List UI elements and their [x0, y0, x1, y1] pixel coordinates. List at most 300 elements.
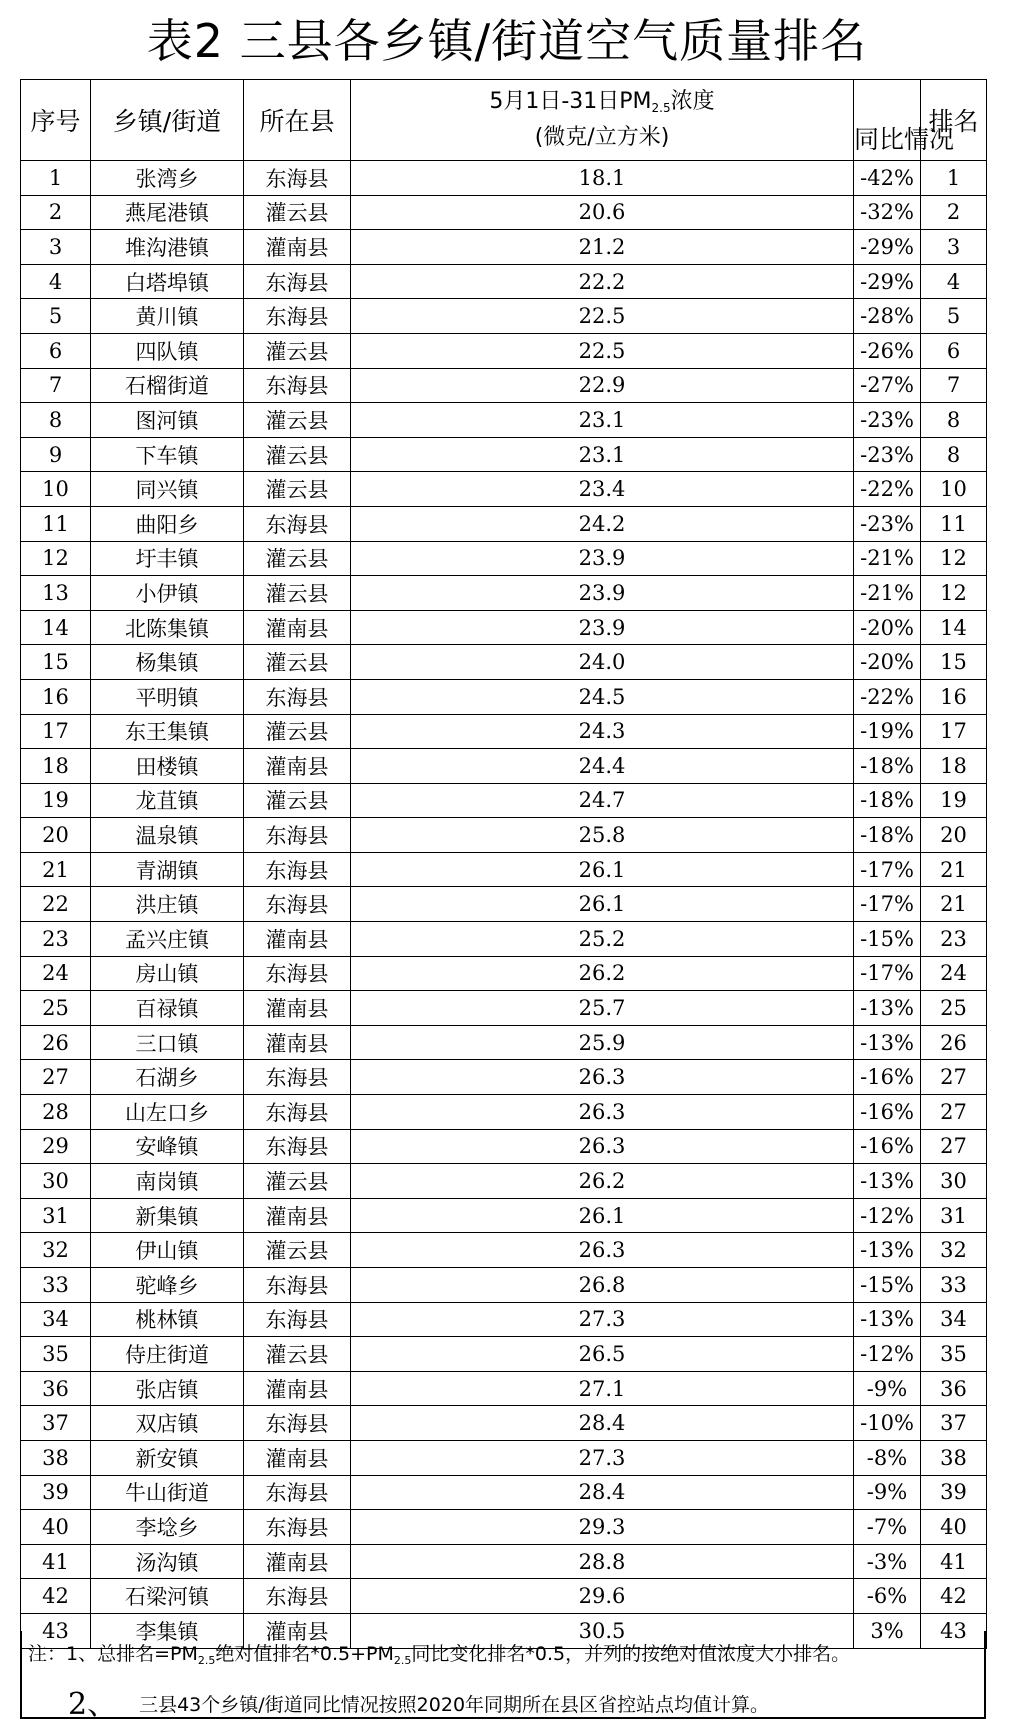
cell-yoy: -15%	[854, 922, 921, 957]
cell-pm25: 26.5	[351, 1337, 854, 1372]
cell-index: 24	[21, 956, 91, 991]
cell-yoy: -18%	[854, 818, 921, 853]
table-row	[21, 1060, 987, 1095]
cell-yoy: -18%	[854, 783, 921, 818]
cell-index: 41	[21, 1544, 91, 1579]
cell-index: 42	[21, 1579, 91, 1614]
cell-yoy: -7%	[854, 1510, 921, 1545]
cell-town: 李集镇	[91, 1613, 244, 1648]
cell-rank: 24	[921, 956, 987, 991]
cell-yoy: -16%	[854, 1060, 921, 1095]
cell-rank: 43	[921, 1613, 987, 1648]
cell-town: 汤沟镇	[91, 1544, 244, 1579]
cell-county: 灌云县	[244, 541, 351, 576]
cell-yoy: -17%	[854, 852, 921, 887]
cell-index: 6	[21, 333, 91, 368]
cell-index: 36	[21, 1371, 91, 1406]
cell-county: 东海县	[244, 1060, 351, 1095]
cell-index: 12	[21, 541, 91, 576]
header-row	[21, 80, 987, 161]
cell-index: 13	[21, 576, 91, 611]
table-row	[21, 1025, 987, 1060]
cell-yoy: -27%	[854, 368, 921, 403]
cell-rank: 32	[921, 1233, 987, 1268]
cell-county: 灌云县	[244, 195, 351, 230]
cell-rank: 12	[921, 541, 987, 576]
cell-town: 驼峰乡	[91, 1268, 244, 1303]
cell-county: 灌南县	[244, 1440, 351, 1475]
cell-pm25: 24.4	[351, 749, 854, 784]
cell-yoy: -13%	[854, 1233, 921, 1268]
cell-county: 灌南县	[244, 230, 351, 265]
cell-town: 龙苴镇	[91, 783, 244, 818]
cell-town: 石湖乡	[91, 1060, 244, 1095]
cell-pm25: 20.6	[351, 195, 854, 230]
cell-pm25: 25.2	[351, 922, 854, 957]
table-row	[21, 818, 987, 853]
cell-rank: 7	[921, 368, 987, 403]
cell-yoy: -20%	[854, 610, 921, 645]
cell-rank: 21	[921, 852, 987, 887]
cell-index: 7	[21, 368, 91, 403]
header-rank: 排名	[921, 80, 987, 161]
cell-town: 桃林镇	[91, 1302, 244, 1337]
table-row	[21, 472, 987, 507]
cell-index: 3	[21, 230, 91, 265]
cell-yoy: -19%	[854, 714, 921, 749]
cell-rank: 35	[921, 1337, 987, 1372]
cell-town: 东王集镇	[91, 714, 244, 749]
cell-county: 灌云县	[244, 403, 351, 438]
cell-town: 白塔埠镇	[91, 264, 244, 299]
cell-rank: 5	[921, 299, 987, 334]
cell-index: 15	[21, 645, 91, 680]
cell-rank: 36	[921, 1371, 987, 1406]
cell-pm25: 26.1	[351, 852, 854, 887]
cell-rank: 10	[921, 472, 987, 507]
cell-pm25: 28.4	[351, 1475, 854, 1510]
cell-county: 灌南县	[244, 991, 351, 1026]
cell-pm25: 26.3	[351, 1095, 854, 1130]
cell-county: 东海县	[244, 1268, 351, 1303]
cell-pm25: 28.4	[351, 1406, 854, 1441]
cell-pm25: 23.9	[351, 576, 854, 611]
cell-county: 东海县	[244, 264, 351, 299]
cell-county: 东海县	[244, 1406, 351, 1441]
cell-pm25: 24.0	[351, 645, 854, 680]
table-row	[21, 714, 987, 749]
cell-index: 9	[21, 437, 91, 472]
cell-rank: 16	[921, 679, 987, 714]
cell-index: 43	[21, 1613, 91, 1648]
cell-pm25: 22.5	[351, 299, 854, 334]
cell-rank: 3	[921, 230, 987, 265]
cell-index: 38	[21, 1440, 91, 1475]
header-index: 序号	[21, 80, 91, 161]
cell-yoy: -26%	[854, 333, 921, 368]
cell-index: 4	[21, 264, 91, 299]
cell-town: 孟兴庄镇	[91, 922, 244, 957]
cell-pm25: 29.6	[351, 1579, 854, 1614]
cell-index: 33	[21, 1268, 91, 1303]
cell-yoy: -23%	[854, 506, 921, 541]
cell-rank: 27	[921, 1095, 987, 1130]
table-row	[21, 1475, 987, 1510]
cell-rank: 2	[921, 195, 987, 230]
cell-town: 田楼镇	[91, 749, 244, 784]
table-row	[21, 1129, 987, 1164]
cell-pm25: 23.9	[351, 541, 854, 576]
cell-town: 杨集镇	[91, 645, 244, 680]
cell-county: 东海县	[244, 506, 351, 541]
cell-rank: 14	[921, 610, 987, 645]
cell-rank: 23	[921, 922, 987, 957]
cell-pm25: 27.3	[351, 1302, 854, 1337]
cell-county: 东海县	[244, 368, 351, 403]
cell-yoy: -29%	[854, 264, 921, 299]
cell-yoy: -13%	[854, 991, 921, 1026]
cell-yoy: -21%	[854, 576, 921, 611]
table-row	[21, 264, 987, 299]
table-row	[21, 1198, 987, 1233]
cell-rank: 1	[921, 161, 987, 196]
table-row	[21, 1510, 987, 1545]
cell-rank: 25	[921, 991, 987, 1026]
cell-county: 东海县	[244, 818, 351, 853]
cell-index: 17	[21, 714, 91, 749]
cell-pm25: 24.7	[351, 783, 854, 818]
cell-index: 8	[21, 403, 91, 438]
cell-rank: 12	[921, 576, 987, 611]
cell-pm25: 26.3	[351, 1129, 854, 1164]
cell-town: 牛山街道	[91, 1475, 244, 1510]
table-row	[21, 230, 987, 265]
cell-yoy: -13%	[854, 1302, 921, 1337]
cell-index: 23	[21, 922, 91, 957]
cell-yoy: -28%	[854, 299, 921, 334]
cell-town: 黄川镇	[91, 299, 244, 334]
cell-yoy: -6%	[854, 1579, 921, 1614]
cell-rank: 41	[921, 1544, 987, 1579]
cell-index: 31	[21, 1198, 91, 1233]
cell-rank: 19	[921, 783, 987, 818]
cell-index: 30	[21, 1164, 91, 1199]
cell-pm25: 25.7	[351, 991, 854, 1026]
cell-index: 14	[21, 610, 91, 645]
cell-pm25: 29.3	[351, 1510, 854, 1545]
cell-town: 安峰镇	[91, 1129, 244, 1164]
table-row	[21, 1371, 987, 1406]
cell-index: 18	[21, 749, 91, 784]
cell-yoy: -32%	[854, 195, 921, 230]
cell-county: 东海县	[244, 161, 351, 196]
table-row	[21, 1164, 987, 1199]
cell-pm25: 26.3	[351, 1060, 854, 1095]
cell-yoy: -23%	[854, 437, 921, 472]
table-row	[21, 1302, 987, 1337]
cell-county: 东海县	[244, 1095, 351, 1130]
cell-rank: 34	[921, 1302, 987, 1337]
cell-town: 新安镇	[91, 1440, 244, 1475]
table-row	[21, 506, 987, 541]
cell-town: 张店镇	[91, 1371, 244, 1406]
table-row	[21, 1233, 987, 1268]
cell-index: 26	[21, 1025, 91, 1060]
table-row	[21, 1095, 987, 1130]
cell-index: 28	[21, 1095, 91, 1130]
cell-rank: 39	[921, 1475, 987, 1510]
cell-pm25: 26.2	[351, 1164, 854, 1199]
cell-county: 东海县	[244, 1129, 351, 1164]
cell-county: 灌南县	[244, 1371, 351, 1406]
cell-rank: 6	[921, 333, 987, 368]
cell-pm25: 30.5	[351, 1613, 854, 1648]
cell-county: 灌云县	[244, 472, 351, 507]
cell-index: 16	[21, 679, 91, 714]
cell-yoy: -18%	[854, 749, 921, 784]
cell-index: 11	[21, 506, 91, 541]
cell-town: 山左口乡	[91, 1095, 244, 1130]
cell-yoy: -9%	[854, 1475, 921, 1510]
cell-county: 东海县	[244, 1302, 351, 1337]
table-row	[21, 783, 987, 818]
cell-town: 堆沟港镇	[91, 230, 244, 265]
cell-county: 灌云县	[244, 1337, 351, 1372]
cell-rank: 15	[921, 645, 987, 680]
table-row	[21, 679, 987, 714]
cell-town: 三口镇	[91, 1025, 244, 1060]
table-row	[21, 1544, 987, 1579]
cell-rank: 40	[921, 1510, 987, 1545]
table-row	[21, 991, 987, 1026]
cell-county: 东海县	[244, 887, 351, 922]
cell-yoy: -20%	[854, 645, 921, 680]
cell-index: 32	[21, 1233, 91, 1268]
table-row	[21, 610, 987, 645]
cell-town: 张湾乡	[91, 161, 244, 196]
cell-county: 灌云县	[244, 333, 351, 368]
table-row	[21, 1406, 987, 1441]
cell-index: 5	[21, 299, 91, 334]
cell-yoy: -3%	[854, 1544, 921, 1579]
cell-yoy: -15%	[854, 1268, 921, 1303]
cell-yoy: -8%	[854, 1440, 921, 1475]
cell-rank: 21	[921, 887, 987, 922]
cell-yoy: -13%	[854, 1164, 921, 1199]
cell-rank: 30	[921, 1164, 987, 1199]
cell-town: 李埝乡	[91, 1510, 244, 1545]
cell-pm25: 28.8	[351, 1544, 854, 1579]
cell-town: 平明镇	[91, 679, 244, 714]
cell-index: 35	[21, 1337, 91, 1372]
cell-town: 南岗镇	[91, 1164, 244, 1199]
cell-yoy: -23%	[854, 403, 921, 438]
cell-pm25: 22.5	[351, 333, 854, 368]
cell-county: 东海县	[244, 299, 351, 334]
cell-yoy: -16%	[854, 1095, 921, 1130]
cell-pm25: 18.1	[351, 161, 854, 196]
ranking-table	[20, 79, 987, 1649]
cell-yoy: -16%	[854, 1129, 921, 1164]
table-row	[21, 1337, 987, 1372]
cell-county: 灌南县	[244, 749, 351, 784]
cell-yoy: -21%	[854, 541, 921, 576]
cell-pm25: 22.2	[351, 264, 854, 299]
cell-rank: 18	[921, 749, 987, 784]
header-yoy: 同比情况	[854, 80, 921, 161]
table-row	[21, 887, 987, 922]
cell-pm25: 23.9	[351, 610, 854, 645]
cell-index: 22	[21, 887, 91, 922]
cell-county: 灌南县	[244, 610, 351, 645]
cell-town: 石梁河镇	[91, 1579, 244, 1614]
table-row	[21, 368, 987, 403]
cell-pm25: 22.9	[351, 368, 854, 403]
cell-town: 圩丰镇	[91, 541, 244, 576]
table-row	[21, 333, 987, 368]
cell-index: 27	[21, 1060, 91, 1095]
cell-pm25: 26.2	[351, 956, 854, 991]
cell-rank: 31	[921, 1198, 987, 1233]
table-row	[21, 922, 987, 957]
cell-county: 灌南县	[244, 1025, 351, 1060]
cell-rank: 4	[921, 264, 987, 299]
table-row	[21, 299, 987, 334]
cell-town: 石榴街道	[91, 368, 244, 403]
cell-county: 灌云县	[244, 1233, 351, 1268]
cell-index: 34	[21, 1302, 91, 1337]
cell-county: 灌云县	[244, 645, 351, 680]
cell-county: 东海县	[244, 852, 351, 887]
cell-yoy: -17%	[854, 887, 921, 922]
cell-index: 19	[21, 783, 91, 818]
cell-pm25: 25.8	[351, 818, 854, 853]
cell-pm25: 27.1	[351, 1371, 854, 1406]
cell-county: 灌南县	[244, 1198, 351, 1233]
notes-section	[20, 1631, 986, 1722]
cell-county: 东海县	[244, 1579, 351, 1614]
cell-yoy: -12%	[854, 1198, 921, 1233]
cell-yoy: -22%	[854, 472, 921, 507]
cell-pm25: 23.4	[351, 472, 854, 507]
cell-county: 灌云县	[244, 783, 351, 818]
header-conc-line1: 5月1日-31日$PM_{2.5}$浓度	[489, 89, 715, 115]
table-row	[21, 161, 987, 196]
cell-yoy: -29%	[854, 230, 921, 265]
cell-county: 东海县	[244, 679, 351, 714]
table-title: 表2 三县各乡镇/街道空气质量排名	[146, 14, 868, 68]
cell-rank: 33	[921, 1268, 987, 1303]
cell-town: 北陈集镇	[91, 610, 244, 645]
cell-county: 灌云县	[244, 714, 351, 749]
cell-pm25: 24.3	[351, 714, 854, 749]
cell-town: 小伊镇	[91, 576, 244, 611]
header-conc-line2: (微克/立方米)	[534, 125, 670, 150]
cell-rank: 42	[921, 1579, 987, 1614]
cell-pm25: 26.1	[351, 887, 854, 922]
cell-rank: 17	[921, 714, 987, 749]
table-row	[21, 852, 987, 887]
cell-index: 39	[21, 1475, 91, 1510]
cell-county: 灌南县	[244, 1613, 351, 1648]
cell-town: 燕尾港镇	[91, 195, 244, 230]
cell-index: 29	[21, 1129, 91, 1164]
table-row	[21, 1440, 987, 1475]
cell-county: 东海县	[244, 1475, 351, 1510]
cell-county: 灌云县	[244, 437, 351, 472]
cell-pm25: 26.8	[351, 1268, 854, 1303]
cell-town: 侍庄街道	[91, 1337, 244, 1372]
cell-yoy: -17%	[854, 956, 921, 991]
table-row	[21, 576, 987, 611]
table-row	[21, 1579, 987, 1614]
cell-yoy: -13%	[854, 1025, 921, 1060]
cell-town: 下车镇	[91, 437, 244, 472]
cell-yoy: -12%	[854, 1337, 921, 1372]
cell-yoy: -42%	[854, 161, 921, 196]
cell-county: 灌南县	[244, 922, 351, 957]
cell-pm25: 24.2	[351, 506, 854, 541]
cell-town: 青湖镇	[91, 852, 244, 887]
cell-county: 灌南县	[244, 1544, 351, 1579]
cell-pm25: 25.9	[351, 1025, 854, 1060]
cell-rank: 8	[921, 437, 987, 472]
cell-index: 20	[21, 818, 91, 853]
header-county: 所在县	[244, 80, 351, 161]
cell-index: 2	[21, 195, 91, 230]
table-row	[21, 541, 987, 576]
cell-town: 图河镇	[91, 403, 244, 438]
cell-county: 东海县	[244, 956, 351, 991]
header-concentration	[351, 80, 854, 161]
table-row	[21, 437, 987, 472]
cell-yoy: -22%	[854, 679, 921, 714]
cell-rank: 20	[921, 818, 987, 853]
cell-town: 房山镇	[91, 956, 244, 991]
cell-rank: 26	[921, 1025, 987, 1060]
cell-town: 曲阳乡	[91, 506, 244, 541]
cell-pm25: 26.3	[351, 1233, 854, 1268]
cell-rank: 37	[921, 1406, 987, 1441]
cell-yoy: -9%	[854, 1371, 921, 1406]
header-town: 乡镇/街道	[91, 80, 244, 161]
cell-pm25: 23.1	[351, 403, 854, 438]
cell-yoy: 3%	[854, 1613, 921, 1648]
table-row	[21, 645, 987, 680]
cell-rank: 8	[921, 403, 987, 438]
cell-town: 新集镇	[91, 1198, 244, 1233]
cell-rank: 27	[921, 1060, 987, 1095]
table-row	[21, 403, 987, 438]
cell-town: 温泉镇	[91, 818, 244, 853]
cell-county: 灌云县	[244, 1164, 351, 1199]
cell-town: 四队镇	[91, 333, 244, 368]
cell-index: 25	[21, 991, 91, 1026]
cell-index: 1	[21, 161, 91, 196]
cell-town: 百禄镇	[91, 991, 244, 1026]
cell-rank: 11	[921, 506, 987, 541]
cell-county: 灌云县	[244, 576, 351, 611]
cell-pm25: 21.2	[351, 230, 854, 265]
cell-index: 37	[21, 1406, 91, 1441]
cell-town: 双店镇	[91, 1406, 244, 1441]
cell-town: 伊山镇	[91, 1233, 244, 1268]
cell-town: 洪庄镇	[91, 887, 244, 922]
cell-pm25: 27.3	[351, 1440, 854, 1475]
table-row	[21, 956, 987, 991]
table-row	[21, 749, 987, 784]
cell-pm25: 24.5	[351, 679, 854, 714]
